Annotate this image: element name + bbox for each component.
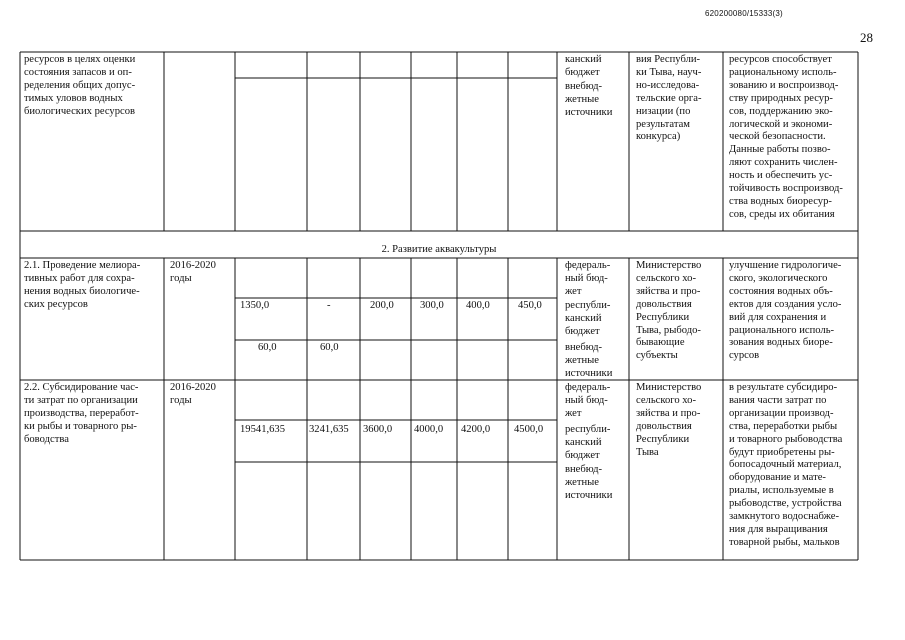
document-id: 620200080/15333(3) bbox=[705, 9, 783, 18]
row1-name: 2.1. Проведение мелиора- тивных работ для сохра- нения водных биологиче- ских ресурсов bbox=[24, 260, 141, 310]
section-heading: 2. Развитие аквакультуры bbox=[381, 244, 497, 255]
row2-source-regional: республи- канский бюджет bbox=[565, 424, 611, 461]
row2-regional-2016: 3241,635 bbox=[309, 424, 349, 435]
row1-source-extra: внебюд- жетные источники bbox=[565, 342, 613, 379]
page-number: 28 bbox=[860, 30, 873, 45]
row1-source-federal: федераль- ный бюд- жет bbox=[565, 260, 611, 297]
row1-regional-2016: - bbox=[327, 300, 331, 311]
row2-regional-total: 19541,635 bbox=[240, 424, 286, 435]
row1-extra-total: 60,0 bbox=[258, 342, 277, 353]
row1-extra-2016: 60,0 bbox=[320, 342, 339, 353]
row0-source-extra: внебюд- жетные источники bbox=[565, 81, 613, 118]
row0-executor: вия Республи- ки Тыва, науч- но-исследова- тельские орга- низации (по результатам конкурса) bbox=[636, 54, 702, 143]
row0-source-regional: канский бюджет bbox=[565, 54, 602, 78]
row1-regional-total: 1350,0 bbox=[240, 300, 270, 311]
row0-name: ресурсов в целях оценки состояния запасов и оп- ределения общих допус- тимых уловов водных биологических ресурсов bbox=[24, 54, 136, 117]
row1-executor: Министерство сельского хо- зяйства и про- довольствия Республики Тыва, рыбодо- бывающие субъекты bbox=[636, 260, 702, 362]
row1-regional-2020: 450,0 bbox=[518, 300, 542, 311]
row2-executor: Министерство сельского хо- зяйства и про- довольствия Республики Тыва bbox=[636, 382, 702, 458]
row2-regional-2017: 3600,0 bbox=[363, 424, 393, 435]
row2-name: 2.2. Субсидирование час- ти затрат по организации производства, переработ- ки рыбы и товарного ры- боводства bbox=[24, 382, 139, 445]
row1-period: 2016-2020 годы bbox=[170, 260, 216, 284]
row2-regional-2020: 4500,0 bbox=[514, 424, 544, 435]
row1-regional-2017: 200,0 bbox=[370, 300, 394, 311]
row2-source-extra: внебюд- жетные источники bbox=[565, 464, 613, 501]
row2-result: в результате субсидиро- вания части затрат по организации производ- ства, переработки рыбы и товарного рыбоводства будут приобретены ры- бопосадочный материал, оборудование и мате- риалы, используемые в рыбоводстве, устройства замкнутого водоснабже- ния для выращивания товарной рыбы, мальков bbox=[729, 382, 843, 548]
row2-period: 2016-2020 годы bbox=[170, 382, 216, 406]
row2-source-federal: федераль- ный бюд- жет bbox=[565, 382, 611, 419]
row0-result: ресурсов способствует рациональному исполь- зованию и воспроизвод- ству природных ресур- сов, поддержанию эко- логической и экономи- ческой безопасности. Данные работы позво- ляют сохранить числен- ность и обеспечить ус- тойчивость воспроизвод- ства водных биоресур- сов, среды их обитания bbox=[729, 54, 843, 220]
row1-result: улучшение гидрологиче- ского, экологического состояния водных объ- ектов для создания усло- вий для сохранения и рационального исполь- зования водных биоре- сурсов bbox=[729, 260, 842, 362]
row1-regional-2019: 400,0 bbox=[466, 300, 490, 311]
row2-regional-2019: 4200,0 bbox=[461, 424, 491, 435]
row1-regional-2018: 300,0 bbox=[420, 300, 444, 311]
row2-regional-2018: 4000,0 bbox=[414, 424, 444, 435]
row1-source-regional: республи- канский бюджет bbox=[565, 300, 611, 337]
